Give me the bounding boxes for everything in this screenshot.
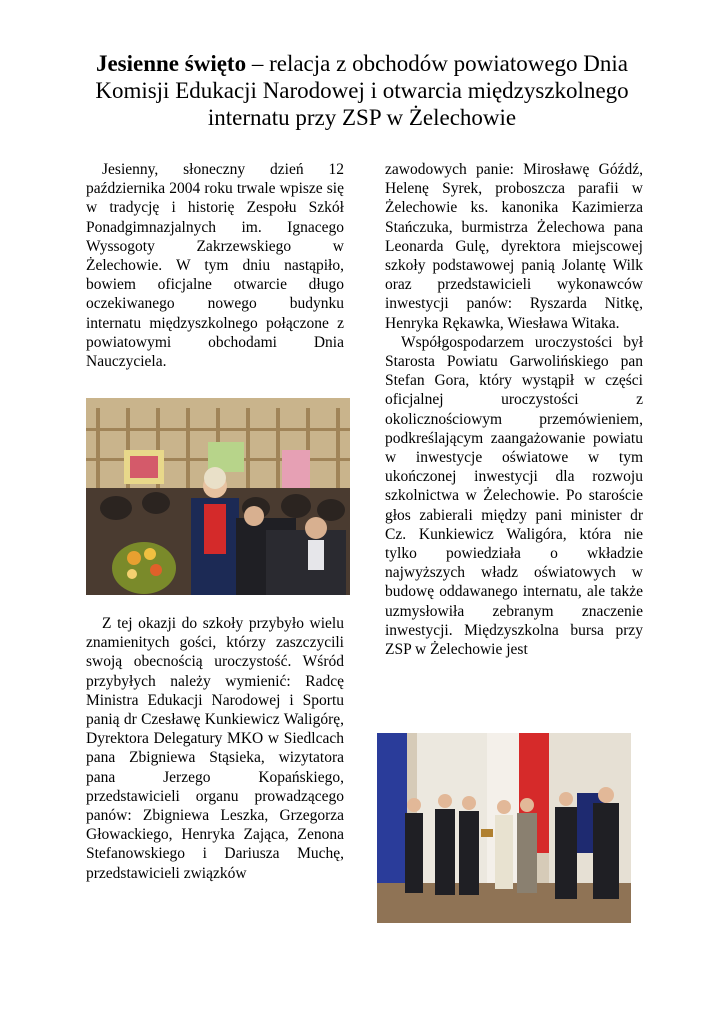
paragraph-guests-continued: zawodowych panie: Mirosławę Góźdź, Helenę Syrek, proboszcza parafii w Żelechowie ks. kanonika Kazimierza Stańczuka, burmistrza Żelechowa pana Leonarda Gulę, dyrektora miejscowej szkoły podstawowej panią Jolantę Wilk oraz przedstawicieli wykonawców inwestycji panów: Ryszarda Nitkę, Henryka Rękawka, Wiesława Witaka. [385,161,643,332]
column-left-top [86,160,344,371]
column-right [385,160,643,659]
photo-audience [86,398,350,595]
photo-audience-image [86,398,350,595]
article-title-bold: Jesienne święto [95,51,247,76]
photo-ceremony [377,733,631,923]
paragraph-intro: Jesienny, słoneczny dzień 12 października 2004 roku trwale wpisze się w tradycję i historię Zespołu Szkół Ponadgimnazjalnych im. Ignacego Wyssogoty Zakrzewskiego w Żelechowie. W tym dniu nastąpiło, bowiem oficjalne otwarcie długo oczekiwanego nowego budynku internatu międzyszkolnego połączone z powiatowymi obchodami Dnia Nauczyciela. [86,161,344,371]
paragraph-guests: Z tej okazji do szkoły przybyło wielu znamienitych gości, którzy zaszczycili swoją obecnością uroczystość. Wśród przybyłych należy wymienić: Radcę Ministra Edukacji Narodowej i Sportu panią dr Czesławę Kunkiewicz Waligórę, Dyrektora Delegatury MKO w Siedlcach pana Zbigniewa Stąsieka, wizytatora pana Jerzego Kopańskiego, przedstawicieli organu prowadzącego panów: Zbigniewa Leszka, Grzegorza Głowackiego, Henryka Zająca, Zenona Stefanowskiego i Dariusza Muchę, przedstawicieli związków [86,615,344,882]
paragraph-cohost: Współgospodarzem uroczystości był Starosta Powiatu Garwolińskiego pan Stefan Gora, który wystąpił w części oficjalnej uroczystości z okolicznościowym przemówieniem, podkreślającym zaangażowanie powiatu w inwestycje oświatowe w tym ukończonej inwestycji dla rozwoju szkolnictwa w Żelechowie. Po staroście głos zabierali między pani minister dr Cz. Kunkiewicz Waligóra, która nie tylko powiedziała o wkładzie najwyższych władz oświatowych w budowę oddawanego internatu, ale także uzmysłowiła zebranym znaczenie inwestycji. Międzyszkolna bursa przy ZSP w Żelechowie jest [385,333,643,659]
article-title-rest: – relacja z obchodów powiatowego Dnia Komisji Edukacji Narodowej i otwarcia międzyszkolnego internatu przy ZSP w Żelechowie [95,51,629,130]
article-title [80,50,644,131]
column-left-bottom [86,614,344,883]
photo-ceremony-image [377,733,631,923]
